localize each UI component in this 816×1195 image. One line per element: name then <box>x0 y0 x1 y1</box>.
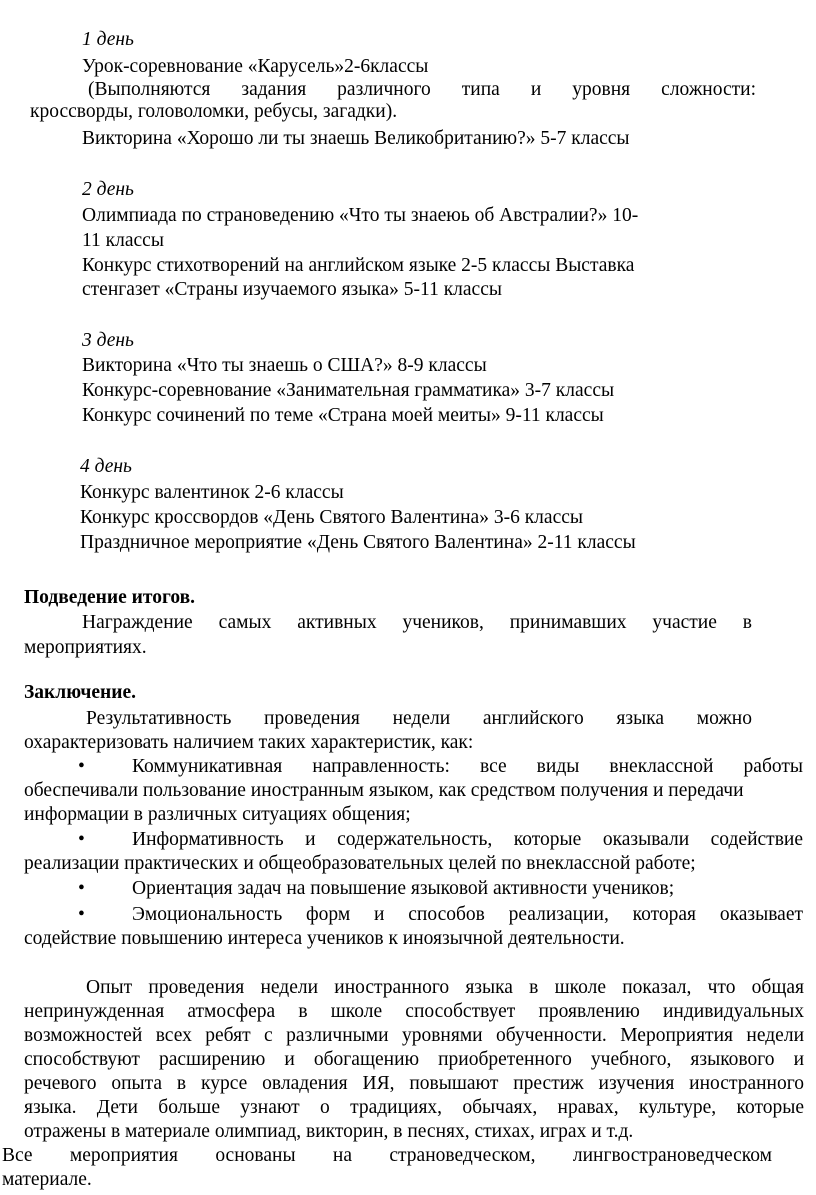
day3-title: 3 день <box>82 330 134 351</box>
bullet-marker: • <box>78 829 85 850</box>
conclusion-intro-line: охарактеризовать наличием таких характеристик, как: <box>24 732 474 753</box>
bullet-marker: • <box>78 878 85 899</box>
day2-line: Олимпиада по страноведению «Что ты знаеюь об Австралии?» 10- <box>82 205 639 226</box>
day1-line: Викторина «Хорошо ли ты знаешь Великобританию?» 5-7 классы <box>82 128 630 149</box>
paragraph-line: возможностей всех ребят с различными уровнями обученности. Мероприятия недели <box>24 1025 804 1046</box>
day1-title: 1 день <box>82 29 134 50</box>
day3-line: Конкурс-соревнование «Занимательная грамматика» 3-7 классы <box>82 380 615 401</box>
day3-line: Конкурс сочинений по теме «Страна моей меиты» 9-11 классы <box>82 405 604 426</box>
paragraph-line: языка. Дети больше узнают о традициях, обычаях, нравах, культуре, которые <box>24 1097 804 1118</box>
conclusion-heading: Заключение. <box>24 682 137 703</box>
day2-title: 2 день <box>82 179 134 200</box>
closing-line: Все мероприятия основаны на страноведческом, лингвострановедческом <box>2 1145 772 1166</box>
day1-line: (Выполняются задания различного типа и уровня сложности: <box>88 79 756 100</box>
paragraph-line: речевого опыта в курсе овладения ИЯ, повышают престиж изучения иностранного <box>24 1073 804 1094</box>
summary-line: Награждение самых активных учеников, принимавших участие в <box>82 612 752 633</box>
bullet-item-line: Эмоциональность форм и способов реализации, которая оказывает <box>132 904 803 925</box>
day2-line: 11 классы <box>82 230 164 251</box>
bullet-item-line: Информативность и содержательность, которые оказывали содействие <box>132 829 803 850</box>
bullet-marker: • <box>78 756 85 777</box>
day1-line: Урок-соревнование «Карусель»2-6классы <box>82 56 429 77</box>
day3-line: Викторина «Что ты знаешь о США?» 8-9 классы <box>82 355 487 376</box>
bullet-item-line: содействие повышению интереса учеников к иноязычной деятельности. <box>24 928 625 949</box>
bullet-item-line: обеспечивали пользование иностранным языком, как средством получения и передачи <box>24 780 744 801</box>
paragraph-line: способствуют расширению и обогащению приобретенного учебного, языкового и <box>24 1049 804 1070</box>
bullet-item-line: Коммуникативная направленность: все виды внеклассной работы <box>132 756 803 777</box>
closing-line: материале. <box>2 1169 92 1190</box>
paragraph-line: отражены в материале олимпиад, викторин, в песнях, стихах, играх и т.д. <box>24 1121 634 1142</box>
day1-line: кроссворды, головоломки, ребусы, загадки). <box>30 101 398 122</box>
day4-line: Праздничное мероприятие «День Святого Валентина» 2-11 классы <box>80 532 636 553</box>
bullet-item-line: реализации практических и общеобразовательных целей по внеклассной работе; <box>24 853 696 874</box>
day4-title: 4 день <box>80 456 132 477</box>
day4-line: Конкурс валентинок 2-6 классы <box>80 482 344 503</box>
bullet-item-line: Ориентация задач на повышение языковой активности учеников; <box>132 878 675 899</box>
conclusion-intro-line: Результативность проведения недели английского языка можно <box>86 708 752 729</box>
bullet-item-line: информации в различных ситуациях общения; <box>24 804 411 825</box>
day2-line: стенгазет «Страны изучаемого языка» 5-11 классы <box>82 279 502 300</box>
day4-line: Конкурс кроссвордов «День Святого Валентина» 3-6 классы <box>80 507 583 528</box>
bullet-marker: • <box>78 904 85 925</box>
paragraph-line: Опыт проведения недели иностранного языка в школе показал, что общая <box>86 977 804 998</box>
summary-heading: Подведение итогов. <box>24 587 196 608</box>
paragraph-line: непринужденная атмосфера в школе способствует проявлению индивидуальных <box>24 1001 804 1022</box>
summary-line: мероприятиях. <box>24 637 147 658</box>
day2-line: Конкурс стихотворений на английском языке 2-5 классы Выставка <box>82 255 635 276</box>
